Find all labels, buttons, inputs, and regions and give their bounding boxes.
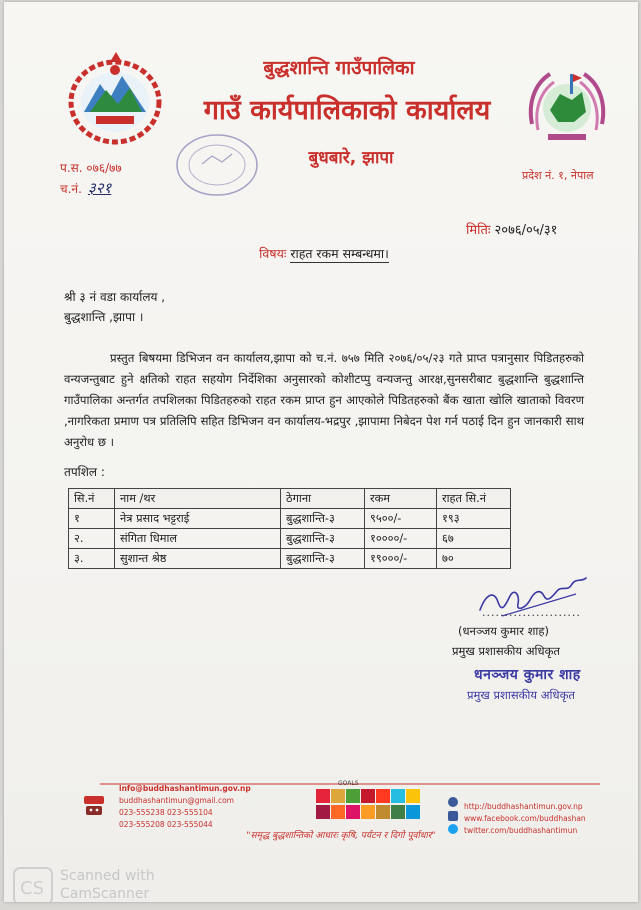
footer-twitter[interactable]: twitter.com/buddhashantimun	[464, 826, 578, 835]
dispatch-label: च.नं.	[60, 182, 82, 196]
table-row	[69, 529, 511, 549]
signatory-name: (धनञ्जय कुमार शाह)	[458, 624, 549, 638]
office-location: बुधबारे, झापा	[308, 148, 394, 168]
table-row	[69, 549, 511, 569]
dispatch-value: ३२१	[87, 179, 112, 197]
dispatch-number	[60, 178, 111, 198]
cell-serial: ३.	[69, 549, 115, 569]
cell-relief-no: ७०	[437, 549, 511, 569]
date-label: मितिः	[466, 223, 491, 238]
cell-serial: १	[69, 509, 115, 529]
addressee-line-1: श्री ३ नं वडा कार्यालय ,	[64, 290, 166, 304]
stamp-title: प्रमुख प्रशासकीय अधिकृत	[467, 688, 575, 702]
svg-text:CS: CS	[20, 878, 44, 899]
office-name: गाउँ कार्यपालिकाको कार्यालय	[203, 95, 491, 126]
cell-relief-no: ६७	[437, 529, 511, 549]
signature-line: ......................	[482, 606, 581, 619]
sdg-goals-icon	[316, 789, 436, 823]
footer-website[interactable]: http://buddhashantimun.gov.np	[464, 802, 583, 811]
office-stamp-icon	[172, 130, 262, 200]
letter-page	[4, 2, 638, 902]
footer-slogan: "समृद्ध बुद्धशान्तिको आधारः कृषि, पर्यटन र दिगो पूर्वाधार"	[246, 831, 436, 841]
footer-phones-2: 023-555208 023-555044	[119, 820, 213, 829]
cell-amount: १९०००/-	[365, 549, 437, 569]
relief-table	[68, 488, 511, 569]
letter-subject	[4, 245, 638, 262]
scanner-line-2: CamScanner	[60, 886, 150, 902]
table-row	[69, 509, 511, 529]
letter-date	[466, 220, 557, 238]
sdg-goals-label: GOALS	[338, 780, 359, 787]
footer-facebook[interactable]: www.facebook.com/buddhashan	[464, 814, 586, 823]
cell-amount: ९५००/-	[365, 509, 437, 529]
footer-phones-1: 023-555238 023-555104	[119, 808, 213, 817]
cell-name: संगिता धिमाल	[115, 529, 281, 549]
cell-serial: २.	[69, 529, 115, 549]
cell-address: बुद्धशान्ति-३	[281, 549, 365, 569]
date-value: २०७६/०५/३१	[494, 223, 558, 238]
cell-address: बुद्धशान्ति-३	[281, 529, 365, 549]
col-amount: रकम	[365, 489, 437, 509]
letter-body: प्रस्तुत बिषयमा डिभिजन वन कार्यालय,झापा को च.नं. ७५७ मिति २०७६/०५/२३ गते प्राप्त पत्रानुसार पिडितहरुको वन्यजन्तुबाट हुने क्षतिको राहत सहयोग निर्देशिका अनुसारको कोशीटप्पु वन्यजन्तु आरक्ष,सुनसरीबाट बुद्धशान्ति बुद्धशान्ति गाउँपालिका अन्तर्गत तपशिलका पिडितहरुको राहत रकम प्राप्त हुन आएकोले पिडितहरुको बैंक खाता खोलि खाताको विवरण ,नागरिकता प्रमाण पत्र प्रतिलिपि सहित डिभिजन वन कार्यालय-भद्रपुर ,झापामा निबेदन पेश गर्न पठाई दिन हुन जानकारी साथ अनुरोध छ ।	[64, 351, 584, 449]
footer-email-2[interactable]: buddhashantimun@gmail.com	[119, 796, 234, 805]
municipality-name: बुद्धशान्ति गाउँपालिका	[263, 57, 415, 79]
cell-amount: १००००/-	[365, 529, 437, 549]
cell-relief-no: १९३	[437, 509, 511, 529]
list-label: तपशिल :	[64, 465, 105, 479]
col-relief-no: राहत सि.नं	[437, 489, 511, 509]
phone-email-icon	[82, 794, 106, 816]
province-label: प्रदेश नं. १, नेपाल	[522, 169, 594, 182]
footer-email-1[interactable]: info@buddhashantimun.gov.np	[119, 784, 251, 793]
cell-address: बुद्धशान्ति-३	[281, 509, 365, 529]
col-address: ठेगाना	[281, 489, 365, 509]
addressee-line-2: बुद्धशान्ति ,झापा ।	[64, 310, 144, 324]
subject-text: राहत रकम सम्बन्धमा।	[290, 246, 389, 261]
col-name: नाम /थर	[115, 489, 281, 509]
col-serial: सि.नं	[69, 489, 115, 509]
subject-label: विषयः	[259, 246, 287, 261]
cell-name: सुशान्त श्रेष्ठ	[115, 549, 281, 569]
signatory-title: प्रमुख प्रशासकीय अधिकृत	[452, 644, 560, 658]
cell-name: नेत्र प्रसाद भट्टराई	[115, 509, 281, 529]
table-header-row	[69, 489, 511, 509]
stamp-name: धनञ्जय कुमार शाह	[474, 667, 581, 683]
municipality-logo-icon	[524, 64, 610, 148]
fiscal-year-ref: प.स. ०७६/७७	[60, 161, 122, 175]
scanner-line-1: Scanned with	[60, 868, 155, 884]
